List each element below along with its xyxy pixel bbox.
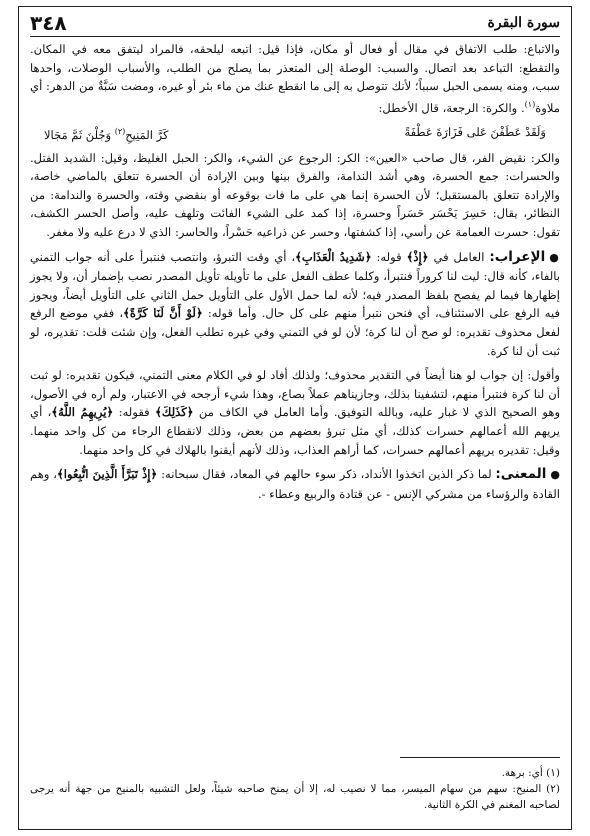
- meaning-paragraph: [30, 465, 560, 503]
- page: [30, 10, 560, 826]
- lexical-paragraph-2: والكر: نقيض الفر، قال صاحب «العين»: الكر: الرجوع عن الشيء، والكر: الحبل الغليظ، وقيل: الشديد الفتل. والحسرات: جمع الحسرة، وهي أشد الندامة، والفرق بينها وبين الإرادة أن الحسرة تتعلق بالماضي خاصة، والإرادة تتعلق بالمستقبل؛ لأن الحسرة إنما هي على ما فات بوقوعه أو بنقضي وقته، والحسرة والندامة: من النظائر، يقال: حَسِرَ يَحْسَر حَسَراً وحسرة، إذا كمد على الشيء الفائت وتلهف عليه، وأصل الحسر الكشف، تقول: حسرت العمامة عن رأسي، إذا كشفتها، وحسر عن ذراعيه حَسْراً، والحاسر: الذي لا درع عليه ولا مغفر.: [30, 150, 560, 240]
- meaning-text-a: لما ذكر الذين اتخذوا الأنداد، ذكر سوء حالهم في المعاد، فقال سبحانه:: [161, 467, 492, 482]
- irab2-text-c: ، أي يريهم الله أعمالهم حسرات كذلك، أي مثل تبرؤ بعضهم من بعض، وذلك لانقطاع الرجاء من كل واحد منهما. وقيل: تقديره يريهم أعمالهم حسرات، كما أراهم العذاب، وذلك لأنهم أيقنوا بالهلاك في كل واحد منهما.: [30, 405, 560, 457]
- irab-paragraph-1: [30, 248, 560, 361]
- poem-hemistich-left: [44, 123, 168, 144]
- lexical-paragraph-1: [30, 40, 560, 117]
- page-number: ٣٤٨: [30, 11, 67, 35]
- quran-quote: ﴿كَذَلِكَ﴾: [155, 405, 194, 420]
- footnote-marker-2: (٢): [114, 127, 126, 137]
- meaning-heading: المعنى:: [495, 466, 547, 483]
- bullet-icon: ●: [549, 250, 561, 264]
- page-header: [30, 10, 560, 37]
- irab-text-a: العامل في: [433, 249, 485, 264]
- lexical-text-1-end: . والكرة: الرجعة، قال الأخطل:: [378, 100, 525, 115]
- irab-heading: الإعراب:: [489, 248, 546, 265]
- quran-quote: ﴿يُرِيهِمُ اللَّهُ﴾: [51, 405, 114, 420]
- irab-paragraph-2: [30, 366, 560, 459]
- meaning-text-b: ، وهم القادة والرؤساء من مشركي الإنس - عن قتادة والربيع وعطاء -.: [30, 467, 560, 501]
- poem-hemistich-right: وَلَقَدْ عَطَفْنَ عَلى فَزَارَةَ عَطْفَةً: [404, 125, 546, 140]
- footnote-marker-1: (١): [524, 99, 536, 109]
- footnote-divider: [400, 757, 560, 758]
- footnote-1: (١) أي: برهة.: [501, 767, 560, 779]
- poem-verse: [30, 123, 560, 144]
- footnote-2: (٢) المنيح: سهم من سهام الميسر، مما لا نصيب له، إلا أن يمنح صاحبه شيئاً، ولعل التشبيه بالمنيح من جهة أنه يرجى لصاحبه المغنم في الكرة الثانية.: [30, 783, 560, 811]
- surah-title: سورة البقرة: [487, 15, 560, 31]
- poem-left-text: كَرَّ المَنِيحِ: [125, 128, 169, 143]
- lexical-text-1: والاتباع: طلب الاتفاق في مقال أو فعال أو مكان، فإذا قيل: اتبعه ليلحقه، فالمراد ليتفق معه في المكان. والتقطع: التباعد بعد اتصال. والسبب: الوصلة إلى المتعذر بما يصلح من الطلب، والأسباب الوصلات، واحدها سبب، ومنه يسمى الحبل سبباً؛ لأنك تتوصل به إلى ما انقطع عنك من ماء بئر أو غيره، ومضت سَبَّةٌ من الدهر: أي ملاوة: [30, 42, 560, 115]
- main-content: [30, 40, 560, 509]
- irab-text-c: ، أي وقت التبرؤ، وانتصب فنتبرأ على أنه جواب التمني بالفاء، كأنه قال: ليت لنا كروراً فنتبرأ، وكلما عطف الفعل على ما تأويله تأويل المصدر نصب بإضمار أن، ولا يجوز إظهارها فيما لم يفصح بلفظ المصدر فيه؛ لأنه لما حمل الأول على التأويل حمل الثاني على التأويل أيضاً، ويجوز فيه الرفع على الاستئناف، أي فنحن نتبرأ منهم على كل حال. وأما قوله:: [30, 249, 561, 321]
- irab2-text-a: وأقول: إن جواب لو هنا أيضاً في التقدير محذوف؛ ولذلك أفاد لو في الكلام معنى التمني، فيكون تقديره: لو ثبت أن لنا كرة فنتبرأ منهم، لتشفينا بذلك، وجازيناهم عملاً بصاع، وهذا شيء أرجحه في الاعتبار، ولم أره في الأصول، وهو الصحيح الذي لا غبار عليه، وبالله التوفيق. وأما العامل في الكاف من: [30, 368, 561, 420]
- footnotes: [30, 765, 560, 813]
- irab-text-d: ، ففي موضع الرفع لفعل محذوف تقديره: لو صح أن لنا كرة؛ لأن لو في التمني وفي غيره تطلب الفعل، وإن شئت قلت: تقديره، لو ثبت أن لنا كرة.: [30, 306, 560, 358]
- quran-quote: ﴿إِذْ تَبَرَّأَ الَّذِينَ اتُّبِعُوا﴾: [56, 467, 158, 482]
- quran-quote: ﴿إِذْ﴾: [406, 249, 429, 264]
- quran-quote: ﴿لَوْ أَنَّ لَنَا كَرَّةً﴾: [123, 306, 203, 321]
- poem-left-end: وَجُلْنَ ثَمَّ مَجَالا: [44, 128, 112, 143]
- quran-quote: ﴿شَدِيدُ الْعَذَابِ﴾: [295, 249, 372, 264]
- irab-text-b: قوله:: [376, 249, 402, 264]
- bullet-icon: ●: [550, 468, 561, 482]
- irab2-text-b: فقوله:: [118, 405, 150, 420]
